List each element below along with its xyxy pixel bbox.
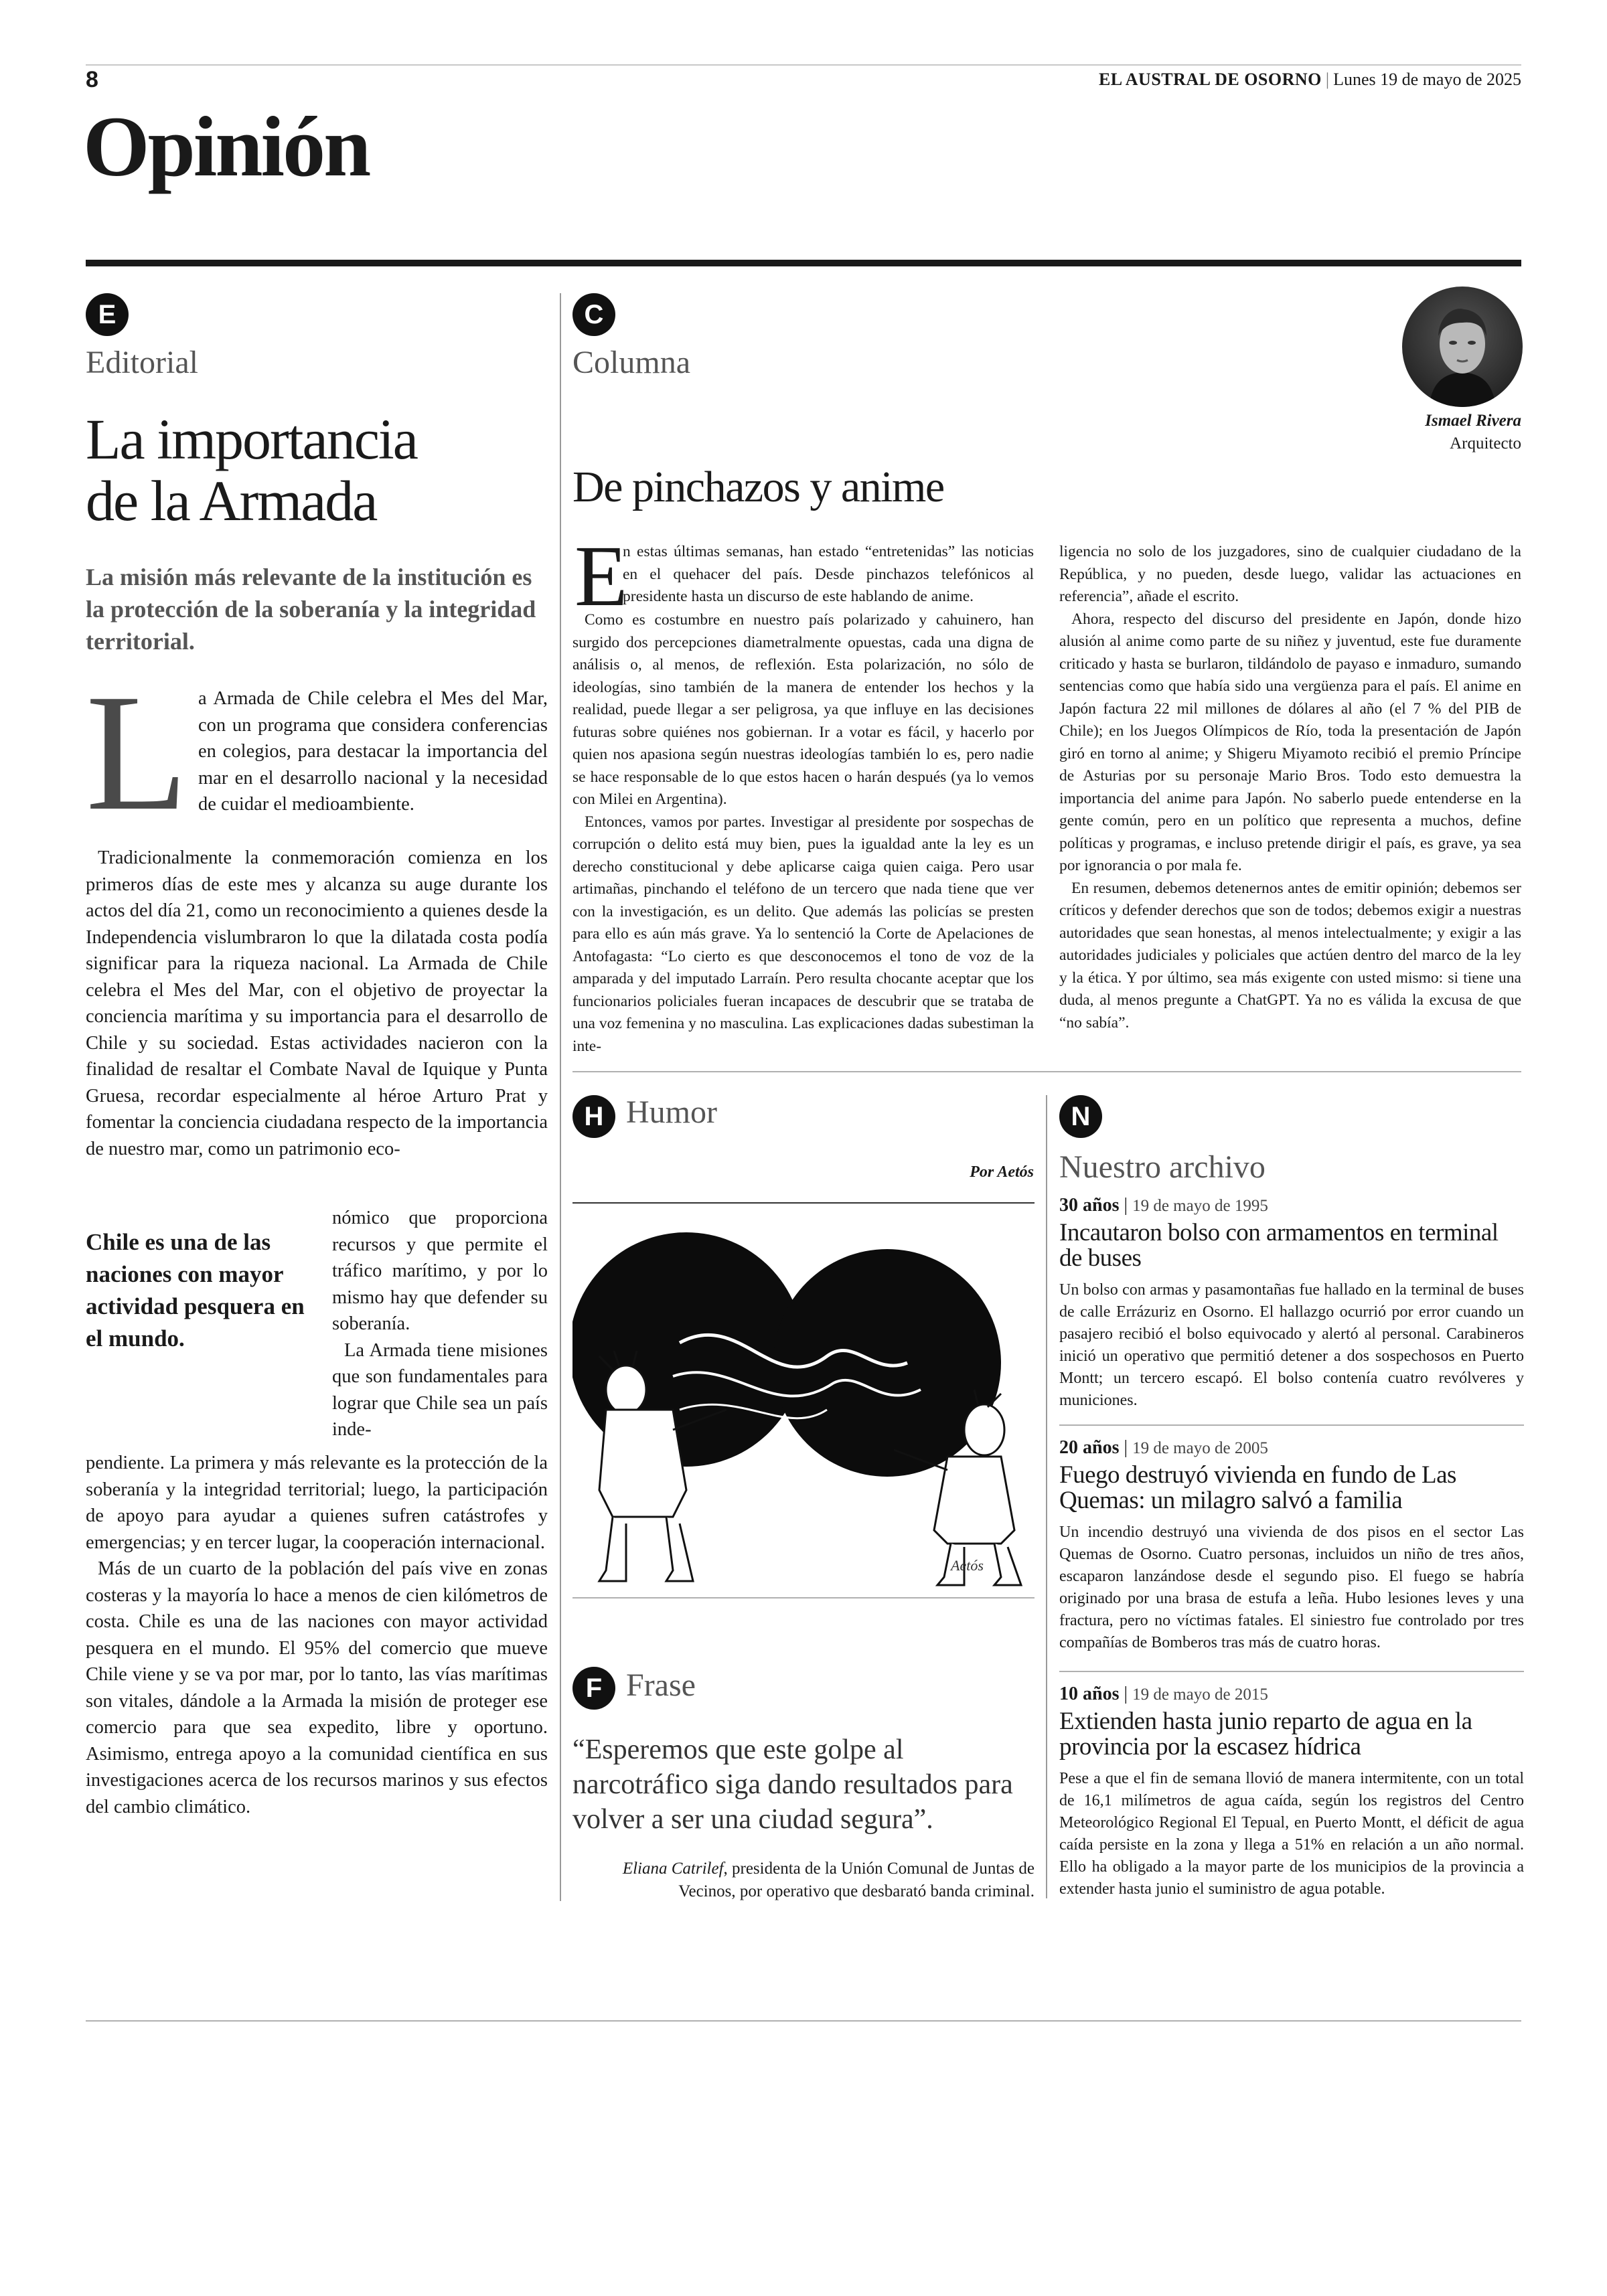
author-name: Ismael Rivera	[1425, 412, 1521, 430]
column-body-1: Como es costumbre en nuestro país polarizado y cahuinero, han surgido dos percepciones diametralmente opuestas, cada una digna de análisis o, al menos, de reflexión. Esta polarización, no sólo de ideologías, sino también de la manera de entender los hechos y la realidad, puede llegar a ser peligrosa, ya que influye en las decisiones futuras sobre quiénes nos gobiernan. Ir a votar es fácil, y hacerlo por quien nos apasiona según nuestras ideologías también lo es, pero nadie se hace responsable de lo que estos hacen o harán después (ya lo vemos con Milei en Argentina). Entonces, vamos por partes. Investigar al presidente por sospechas de corrupción o delito está muy bien, pues la igualdad ante la ley es un derecho constitucional y debe aplicarse caiga quien caiga. Pero usar artimañas, pinchando el teléfono de un tercero que nada tiene que ver con la investigación, es un delito. Que además las policías se presten para ello es aún más grave. Ya lo sentenció la Corte de Apelaciones de Antofagasta: “Lo cierto es que desconocemos el tono de voz de la amparada y del imputado Larraín. Pero resulta chocante aceptar que los funcionarios policiales fueran incapaces de descubrir que se trataba de una voz femenina y no masculina. Las explicaciones dadas subestiman la inte-	[572, 611, 1034, 1055]
archive-headline: Incautaron bolso con armamentos en terminal de buses	[1059, 1219, 1499, 1272]
masthead: EL AUSTRAL DE OSORNO | Lunes 19 de mayo de 2025	[1098, 70, 1521, 89]
editorial-pullquote: Chile es una de las naciones con mayor actividad pesquera en el mundo.	[86, 1229, 305, 1351]
footer-rule	[86, 2020, 1521, 2022]
archive-headline: Fuego destruyó vivienda en fundo de Las Quemas: un milagro salvó a familia	[1059, 1461, 1456, 1514]
archive-text: Un incendio destruyó una vivienda de dos pisos en el sector Las Quemas de Osorno. Cuatro personas, incluidos un niño de tres años, escaparon lanzándose desde el segundo piso. El fuego se habría originado por una brasa de estufa a leña. Hubo lesiones leves y una fractura, pero no víctimas fatales. El siniestro fue controlado por tres compañías de Bomberos tras más de cuatro horas.	[1059, 1524, 1524, 1651]
section-rule	[86, 260, 1521, 266]
editorial-deck: La misión más relevante de la institución es la protección de la soberanía y la integridad territorial.	[86, 564, 536, 655]
humor-kicker: Humor	[626, 1094, 717, 1130]
author-role: Arquitecto	[1450, 434, 1521, 453]
frase-quote: “Esperemos que este golpe al narcotráfico siga dando resultados para volver a ser una ciudad segura”.	[572, 1734, 1013, 1835]
archive-headline: Extienden hasta junio reparto de agua en la provincia por la escasez hídrica	[1059, 1708, 1472, 1760]
column-byline	[1425, 410, 1521, 455]
humor-badge: H	[572, 1095, 615, 1138]
editorial-dropcap: L	[86, 660, 188, 845]
column-badge: C	[572, 293, 615, 336]
humor-cartoon	[572, 1209, 1035, 1590]
column-body-2: ligencia no solo de los juzgadores, sino de cualquier ciudadano de la República, y no pueden, desde luego, validar las actuaciones en referencia”, añade el escrito. Ahora, respecto del discurso del presidente en Japón, donde hizo alusión al anime como parte de su niñez y juventud, este fue duramente criticado y hasta se burlaron, tildándolo de payaso e inmaduro, sumando sentencias como que había sido una vergüenza para el país. El anime en Japón factura 22 mil millones de dólares al año (el 7 % del PIB de Chile); en los Juegos Olímpicos de Río, toda la presentación de Japón giró en torno al anime; y Shigeru Miyamoto recibió el premio Príncipe de Asturias por su personaje Mario Bros. Todo esto demuestra la importancia del anime para Japón. No saberlo puede entenderse en la gente común, pero en un político que representa a muchos, define políticas y programas, e incluso pretende dirigir el país, es grave, ya sea por ignorancia o por mala fe. En resumen, debemos detenernos antes de emitir opinión; debemos ser críticos y defender derechos que son de todos; debemos exigir a nuestras autoridades que sean honestas, al menos intelectualmente; y exigir a las autoridades judiciales y policiales que actúen dentro del marco de la ley y la ética. Y por último, sea más exigente con usted mismo: si tiene una duda, al menos pregunte a ChatGPT. Ya no es válida la excusa de que “no sabía”.	[1059, 543, 1521, 1032]
archive-text: Un bolso con armas y pasamontañas fue hallado en la terminal de buses de calle Errázuriz en Osorno. El hallazgo ocurrió por error cuando un pasajero recibió el bolso equivocado y alertó al personal. Carabineros inició un operativo que permitió detener a dos sospechosos en Puerto Montt; un tercero escapó. El bolso contenía cuatro revólveres y municiones.	[1059, 1281, 1524, 1409]
column-divider	[560, 293, 561, 1901]
archive-rule-2	[1059, 1671, 1524, 1672]
column-dropcap: E	[575, 528, 628, 625]
archivo-badge: N	[1059, 1095, 1102, 1138]
editorial-badge: E	[86, 293, 129, 336]
archive-item-1995: 30 años | 19 de mayo de 1995 Incautaron bolso con armamentos en terminal de buses Un bolso con armas y pasamontañas fue hallado en la terminal de buses de calle Errázuriz en Osorno. El hallazgo ocurrió por error cuando un pasajero recibió el bolso equivocado y alertó al personal. Carabineros inició un operativo que permitió detener a dos sospechosos en Puerto Montt; un tercero escapó. El bolso contenía cuatro revólveres y municiones.	[1059, 1194, 1524, 1412]
editorial-body-bottom: pendiente. La primera y más relevante es la protección de la soberanía y la integridad territorial; luego, la participación de apoyo para ayudar a quienes sufren catástrofes y emergencias; y en tercer lugar, la cooperación internacional. Más de un cuarto de la población del país vive en zonas costeras y la mayoría lo hace a menos de cien kilómetros de costa. Chile es una de las naciones con mayor actividad pesquera en el mundo. El 95% del comercio que mueve Chile viene y se va por mar, por lo tanto, las vías marítimas son vitales, dándole a la Armada la misión de proteger ese comercio para que sea expedito, libre y oportuno. Asimismo, entrega apoyo a la comunidad científica en sus investigaciones acerca de los recursos marinos y sus efectos del cambio climático.	[86, 1453, 548, 1817]
editorial-headline: La importancia de la Armada	[86, 407, 417, 533]
editorial-body: Tradicionalmente la conmemoración comienza en los primeros días de este mes y alcanza su auge durante los actos del día 21, como un reconocimiento a quienes desde la Independencia vislumbraron lo que la dilatada costa podía significar para la riqueza nacional. La Armada de Chile celebra el Mes del Mar, con el objetivo de proyectar la conciencia marítima y su importancia para el desarrollo de Chile y su sociedad. Estas actividades nacieron con la finalidad de resaltar el Combate Naval de Iquique y Punta Gruesa, recordar especialmente al héroe Arturo Prat y fomentar la conciencia ciudadana respecto de la importancia de nuestro mar, como un patrimonio eco-	[86, 847, 548, 1159]
publication-name: EL AUSTRAL DE OSORNO	[1098, 70, 1322, 89]
humor-rule	[572, 1202, 1035, 1204]
page-number: 8	[86, 67, 98, 92]
archive-rule-1	[1059, 1424, 1524, 1426]
archivo-kicker: Nuestro archivo	[1059, 1149, 1266, 1185]
publication-date: Lunes 19 de mayo de 2025	[1333, 70, 1521, 89]
column-kicker: Columna	[572, 345, 690, 380]
frase-author: Eliana Catrilef	[622, 1860, 724, 1878]
editorial-kicker: Editorial	[86, 345, 198, 380]
frase-attribution: Eliana Catrilef, presidenta de la Unión Comunal de Juntas de Vecinos, por operativo que desbarató banda criminal.	[622, 1860, 1035, 1900]
humor-credit: Por Aetós	[970, 1163, 1034, 1181]
humor-bottom-rule	[572, 1597, 1035, 1598]
archive-item-2005: 20 años | 19 de mayo de 2005 Fuego destruyó vivienda en fundo de Las Quemas: un milagro salvó a familia Un incendio destruyó una vivienda de dos pisos en el sector Las Quemas de Osorno. Cuatro personas, incluidos un niño de tres años, escaparon lanzándose desde el segundo piso. El fuego se habría originado por una brasa de estufa a leña. Hubo lesiones leves y una fractura, pero no víctimas fatales. El siniestro fue controlado por tres compañías de Bomberos tras más de cuatro horas.	[1059, 1437, 1524, 1654]
archive-divider	[1046, 1095, 1047, 1898]
column-bottom-rule	[572, 1071, 1521, 1072]
section-title: Opinión	[83, 99, 370, 194]
archive-item-2015: 10 años | 19 de mayo de 2015 Extienden hasta junio reparto de agua en la provincia por la escasez hídrica Pese a que el fin de semana llovió de manera intermitente, con un total de 16,1 milímetros de agua caída, según los registros del Centro Meteorológico Regional El Tepual, en Puerto Montt, el déficit de agua caída persiste en la zona y llega a 51% en relación a un año normal. Ello ha obligado a la mayor parte de los municipios de la provincia a extender hasta junio el suministro de agua potable.	[1059, 1683, 1524, 1900]
frase-badge: F	[572, 1667, 615, 1710]
column-headline: De pinchazos y anime	[572, 463, 944, 511]
author-portrait	[1402, 286, 1523, 407]
header-top-rule	[86, 64, 1521, 66]
author-avatar	[1402, 286, 1523, 407]
column-lead: n estas últimas semanas, han estado “entretenidas” las noticias en el quehacer del país. Desde pinchazos telefónicos al presidente hasta un discurso de este hablando de anime.	[623, 543, 1034, 605]
frase-kicker: Frase	[626, 1667, 696, 1703]
cartoon-signature: Aetós	[951, 1557, 984, 1574]
archive-text: Pese a que el fin de semana llovió de manera intermitente, con un total de 16,1 milímetros de agua caída, según los registros del Centro Meteorológico Regional El Tepual, en Puerto Montt, el déficit de agua caída persiste en la zona y llega a 51% en relación a un año normal. Ello ha obligado a la mayor parte de los municipios de la provincia a extender hasta junio el suministro de agua potable.	[1059, 1770, 1524, 1898]
editorial-lead-top: a Armada de Chile celebra el Mes del Mar, con un programa que considera conferencias en colegios, para destacar la importancia del mar en el desarrollo nacional y la necesidad de cuidar el medioambiente.	[198, 688, 548, 815]
editorial-body-narrow: nómico que proporciona recursos y que permite el tráfico marítimo, y por lo mismo hay que defender su soberanía. La Armada tiene misiones que son fundamentales para lograr que Chile sea un país inde-	[332, 1208, 548, 1440]
